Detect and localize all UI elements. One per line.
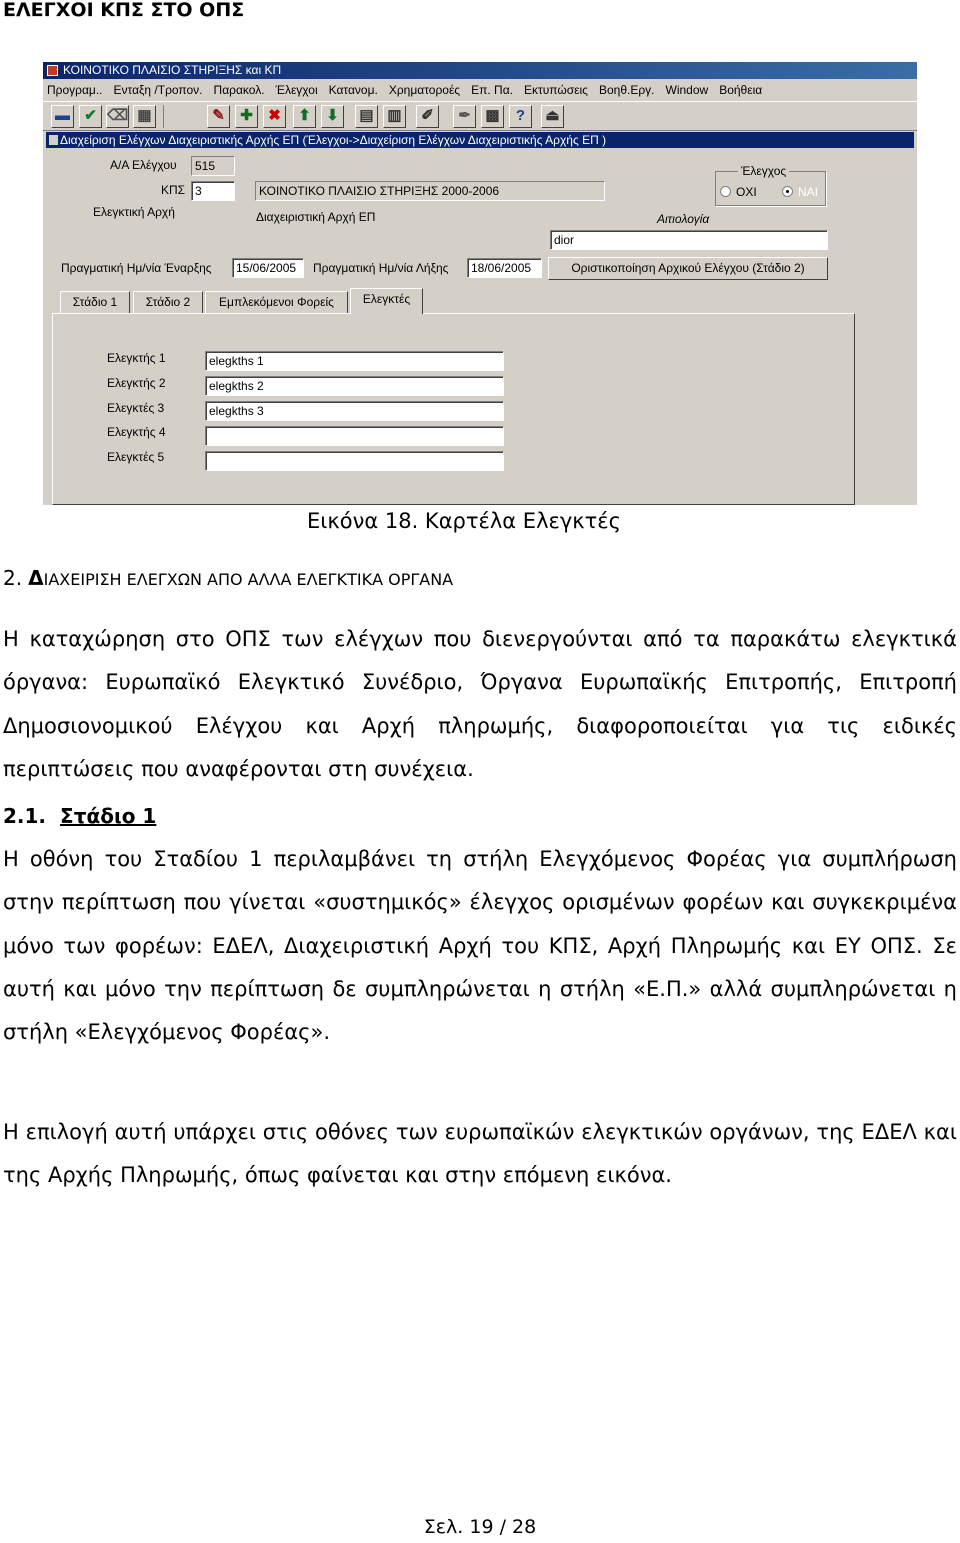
- notes-icon[interactable]: ✐: [416, 105, 439, 128]
- auditor-field[interactable]: elegkths 2: [205, 376, 504, 396]
- section-heading: [3, 566, 453, 590]
- authority-label: Ελεγκτική Αρχή: [93, 205, 175, 219]
- toolbar-separator: [163, 105, 166, 128]
- clear-icon[interactable]: ⌫: [106, 105, 129, 128]
- app-icon: [47, 65, 58, 76]
- tab-stage-1[interactable]: Στάδιο 1: [60, 291, 130, 313]
- print-form-icon[interactable]: ▦: [133, 105, 156, 128]
- window-titlebar: [43, 62, 917, 79]
- paragraph: Η καταχώρηση στο ΟΠΣ των ελέγχων που διενεργούνται από τα παρακάτω ελεγκτικά όργανα: Ευρωπαϊκό Ελεγκτικό Συνέδριο, Όργανα Ευρωπαϊκής Επιτροπής, Επιτροπή Δημοσιονομικού Ελέγχου και Αρχή πληρωμής, διαφοροποιείται για τις ειδικές περιπτώσεις που αναφέρονται στη συνέχεια.: [3, 627, 957, 781]
- report-icon[interactable]: ▤: [355, 105, 378, 128]
- subsection-number: 2.1.: [3, 804, 47, 828]
- page-heading: ΕΛΕΓΧΟΙ ΚΠΣ ΣΤΟ ΟΠΣ: [3, 0, 245, 21]
- end-date-field[interactable]: 18/06/2005: [467, 258, 542, 278]
- menu-item[interactable]: Κατανομ.: [328, 83, 378, 97]
- auditor-label: Ελεγκτές 5: [107, 450, 165, 464]
- radio-yes[interactable]: [782, 186, 793, 197]
- authority-value: Διαχειριστική Αρχή ΕΠ: [256, 210, 376, 224]
- auditor-field[interactable]: elegkths 1: [205, 351, 504, 371]
- end-date-label: Πραγματική Ημ/νία Λήξης: [313, 261, 449, 275]
- menu-item[interactable]: Έλεγχοι: [275, 83, 318, 97]
- start-date-field[interactable]: 15/06/2005: [232, 258, 304, 278]
- reason-label: Αιτιολογία: [657, 212, 710, 226]
- form-icon: [49, 135, 58, 145]
- window-title: ΚΟΙΝΟΤΙΚΟ ΠΛΑΙΣΙΟ ΣΤΗΡΙΞΗΣ και ΚΠ: [63, 63, 282, 77]
- auditor-label: Ελεγκτές 3: [107, 401, 165, 415]
- tab-involved-bodies[interactable]: Εμπλεκόμενοι Φορείς: [205, 291, 348, 313]
- section-first-letter: Δ: [28, 566, 44, 590]
- delete-icon[interactable]: ✖: [263, 105, 286, 128]
- menu-item[interactable]: Ενταξη /Τροπον.: [113, 83, 203, 97]
- control-group-title: Έλεγχος: [738, 164, 789, 178]
- figure-caption: Εικόνα 18. Καρτέλα Ελεγκτές: [307, 509, 621, 533]
- auditor-field[interactable]: [205, 426, 504, 446]
- aa-label: Α/Α Ελέγχου: [110, 158, 177, 172]
- add-icon[interactable]: ✚: [235, 105, 258, 128]
- form-title: Διαχείριση Ελέγχων Διαχειριστικής Αρχής ΕΠ (Έλεγχοι->Διαχείριση Ελέγχων Διαχειριστικής Αρχής ΕΠ ): [60, 133, 607, 147]
- section-title-rest: ΙΑΧΕΙΡΙΣΗ ΕΛΕΓΧΩΝ ΑΠΟ ΑΛΛΑ ΕΛΕΓΚΤΙΚΑ ΟΡΓΑΝΑ: [43, 570, 454, 589]
- auditor-field[interactable]: [205, 451, 504, 471]
- subsection-heading: [3, 804, 156, 828]
- help-icon[interactable]: ?: [509, 105, 532, 128]
- toolbar: [43, 101, 917, 131]
- finalize-button[interactable]: Οριστικοποίηση Αρχικού Ελέγχου (Στάδιο 2): [548, 257, 828, 280]
- kps-description: ΚΟΙΝΟΤΙΚΟ ΠΛΑΙΣΙΟ ΣΤΗΡΙΞΗΣ 2000-2006: [255, 181, 605, 201]
- section-number: 2.: [3, 566, 23, 590]
- menu-item[interactable]: Εκτυπώσεις: [523, 83, 588, 97]
- paragraph: Η επιλογή αυτή υπάρχει στις οθόνες των ευρωπαϊκών ελεγκτικών οργάνων, της ΕΔΕΛ και της Αρχής Πληρωμής, όπως φαίνεται και στην επόμενη εικόνα.: [3, 1120, 957, 1188]
- document-icon[interactable]: ▥: [383, 105, 406, 128]
- form-titlebar: [46, 132, 914, 148]
- auditor-label: Ελεγκτής 4: [107, 425, 166, 439]
- calculator-icon[interactable]: ▩: [481, 105, 504, 128]
- subsection-title: Στάδιο 1: [60, 804, 157, 828]
- kps-label: ΚΠΣ: [161, 183, 186, 197]
- reason-field[interactable]: dior: [550, 230, 828, 250]
- tab-stage-2[interactable]: Στάδιο 2: [133, 291, 203, 313]
- down-arrow-icon[interactable]: ⬇: [321, 105, 344, 128]
- edit-icon[interactable]: ✎: [207, 105, 230, 128]
- start-date-label: Πραγματική Ημ/νία Έναρξης: [61, 261, 212, 275]
- aa-field: 515: [191, 156, 235, 176]
- save-icon[interactable]: ▬: [51, 105, 74, 128]
- tab-auditors[interactable]: Ελεγκτές: [350, 288, 423, 314]
- paragraph: Η οθόνη του Σταδίου 1 περιλαμβάνει τη στήλη Ελεγχόμενος Φορέας για συμπλήρωση στην περίπτωση που γίνεται «συστημικός» έλεγχος ορισμένων φορέων και συγκεκριμένα μόνο των φορέων: ΕΔΕΛ, Διαχειριστική Αρχή του ΚΠΣ, Αρχή Πληρωμής και ΕΥ ΟΠΣ. Σε αυτή και μόνο την περίπτωση δε συμπληρώνεται η στήλη «Ε.Π.» αλλά συμπληρώνεται η στήλη «Ελεγχόμενος Φορέας».: [3, 847, 957, 1045]
- radio-yes-label: ΝΑΙ: [798, 185, 819, 199]
- auditor-field[interactable]: elegkths 3: [205, 401, 504, 421]
- menu-item[interactable]: Βοηθ.Εργ.: [598, 83, 655, 97]
- pen-icon[interactable]: ✒: [453, 105, 476, 128]
- menu-item[interactable]: Επ. Πα.: [471, 83, 513, 97]
- auditor-label: Ελεγκτής 2: [107, 376, 166, 390]
- menu-bar: [43, 80, 917, 100]
- menu-item[interactable]: Βοήθεια: [719, 83, 763, 97]
- application-screenshot: [43, 62, 917, 505]
- menu-item[interactable]: Χρηματοροές: [388, 83, 461, 97]
- menu-item[interactable]: Window: [665, 83, 709, 97]
- check-icon[interactable]: ✔: [79, 105, 102, 128]
- kps-field[interactable]: 3: [191, 181, 235, 201]
- radio-no-label: ΟΧΙ: [736, 185, 757, 199]
- page-number: Σελ. 19 / 28: [423, 1516, 537, 1538]
- menu-item[interactable]: Παρακολ.: [213, 83, 265, 97]
- up-arrow-icon[interactable]: ⬆: [293, 105, 316, 128]
- radio-no[interactable]: [720, 186, 731, 197]
- auditor-label: Ελεγκτής 1: [107, 351, 166, 365]
- exit-icon[interactable]: ⏏: [541, 105, 564, 128]
- menu-item[interactable]: Προγραμ..: [47, 83, 103, 97]
